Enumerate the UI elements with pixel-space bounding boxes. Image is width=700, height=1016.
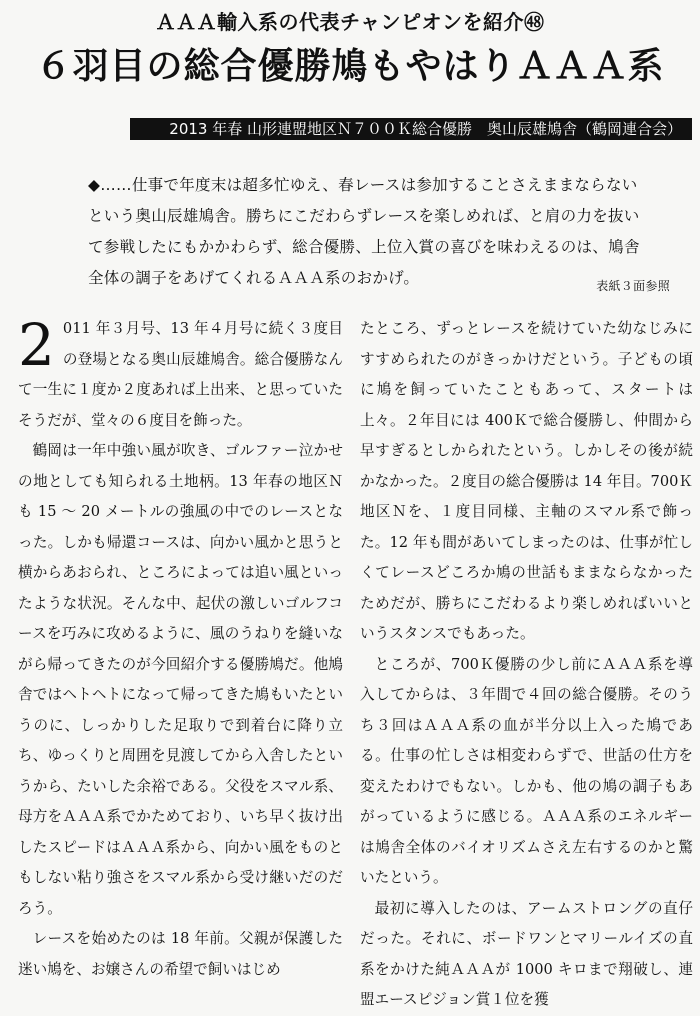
cover-reference: 表紙３面参照 (596, 279, 670, 293)
article-paragraph: ところが、700Ｋ優勝の少し前にＡＡＡ系を導入してからは、３年間で４回の総合優勝。そのうち３回はＡＡＡ系の血が半分以上入った鳩である。仕事の忙しさは相変わらずで、世話の仕方を変えたわけでもない。しかも、他の鳩の調子もあがっているように感じる。ＡＡＡ系のエネルギーは鳩舎全体のバイオリズムさえ左右するのかと驚いたという。 (360, 655, 693, 886)
drop-cap: 2 (18, 311, 55, 379)
article-paragraph: 鶴岡は一年中強い風が吹き、ゴルファー泣かせの地としても知られる土地柄。13 年春の地区Ｎも 15 ～ 20 メートルの強風の中でのレースとなった。しかも帰還コースは、向かい風かと思うと横からあおられ、ところによっては追い風といったような状況。そんな中、起伏の激しいゴルフコースを巧みに攻めるように、風のうねりを縫いながら帰ってきたのが今回紹介する優勝鳩だ。他鳩舎ではヘトヘトになって帰ってきた鳩もいたというのに、しっかりした足取りで到着台に降り立ち、ゆっくりと周囲を見渡してから入舎したというから、たいした余裕である。父役をスマル系、母方をＡＡＡ系でかためており、いち早く抜け出したスピードはＡＡＡ系から、向かい風をものともしない粘り強さをスマル系から受け継いだのだろう。 (18, 442, 343, 917)
paragraph-text: 011 年３月号、13 年４月号に続く３度目の登場となる奥山辰雄鳩舎。総合優勝なんて一生に１度か２度あれば上出来、と思っていたそうだが、堂々の６度目を飾った。 (18, 320, 343, 429)
article-paragraph: レースを始めたのは 18 年前。父親が保護した迷い鳩を、お嬢さんの希望で飼いはじめ (18, 930, 343, 978)
article-title: ６羽目の総合優勝鳩もやはりＡＡＡ系 (35, 46, 665, 87)
race-banner: 2013 年春 山形連盟地区Ｎ７００Ｋ総合優勝 奥山辰雄鳩舎（鶴岡連合会） (130, 118, 692, 140)
lead-text: ◆……仕事で年度末は超多忙ゆえ、春レースは参加することさえままならないという奥山辰雄鳩舎。勝ちにこだわらずレースを楽しめれば、と肩の力を抜いて参戦したにもかかわらず、総合優勝、上位入賞の喜びを味わえるのは、鳩舎全体の調子をあげてくれるＡＡＡ系のおかげ。 (88, 176, 640, 287)
lead-paragraph (88, 170, 670, 294)
article-column-right (360, 314, 693, 1016)
article-paragraph: たところ、ずっとレースを続けていた幼なじみにすすめられたのがきっかけだという。子どもの頃に鳩を飼っていたこともあって、スタートは上々。２年目には 400Ｋで総合優勝し、仲間から早すぎるとしかられたという。しかしその後が続かなかった。２度目の総合優勝は 14 年目。700Ｋ地区Ｎを、１度目同様、主軸のスマル系で飾った。12 年も間があいてしまったのは、仕事が忙しくてレースどころか鳩の世話もままならなかったためだが、勝ちにこだわるより楽しめればいいというスタンスでもあった。 (360, 320, 693, 642)
article-column-left (18, 311, 343, 985)
article-paragraph: 最初に導入したのは、アームストロングの直仔だった。それに、ボードワンとマリールイズの直系をかけた純ＡＡＡが 1000 キロまで翔破し、連盟エースピジョン賞１位を獲 (360, 899, 693, 1008)
article-paragraph (18, 311, 343, 436)
article-subtitle: ＡＡＡ輸入系の代表チャンピオンを紹介㊽ (155, 10, 545, 34)
